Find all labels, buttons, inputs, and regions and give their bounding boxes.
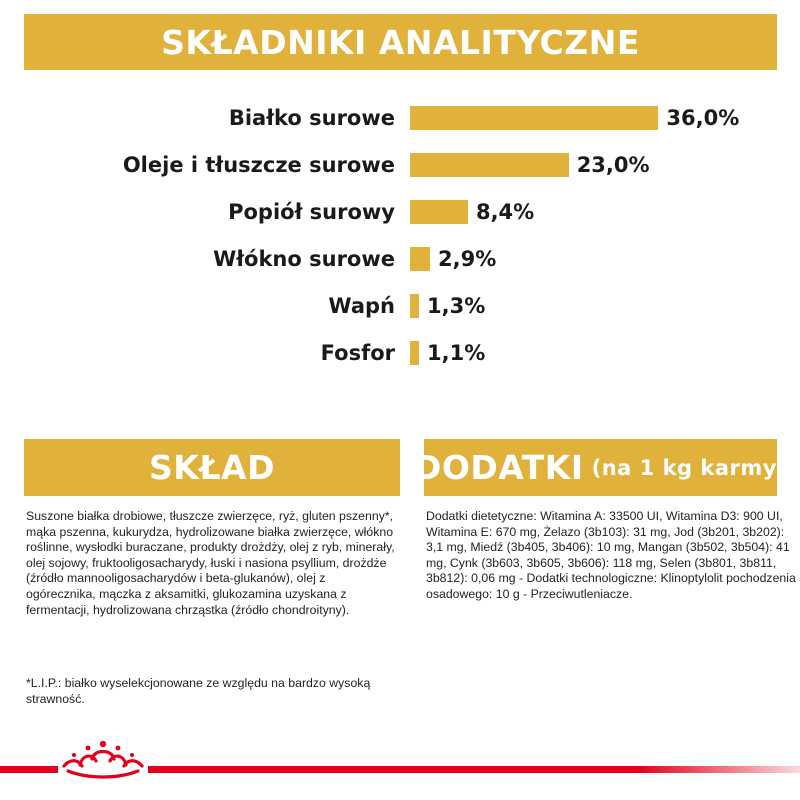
bar-label: Włókno surowe xyxy=(213,247,395,271)
bar-label: Fosfor xyxy=(320,341,395,365)
page-title: SKŁADNIKI ANALITYCZNE xyxy=(161,22,640,62)
bar-label: Oleje i tłuszcze surowe xyxy=(122,153,395,177)
footer-red-line-left xyxy=(0,766,58,773)
bar-label: Popiół surowy xyxy=(228,200,395,224)
composition-title: SKŁAD xyxy=(149,448,275,487)
bar xyxy=(410,200,468,224)
bar-label: Białko surowe xyxy=(228,106,395,130)
bar xyxy=(410,153,569,177)
analytical-constituents-banner xyxy=(24,14,777,70)
bar-value-label: 8,4% xyxy=(475,200,535,224)
bar-value-label: 1,1% xyxy=(427,341,486,365)
footer-red-line-right xyxy=(148,766,800,773)
additives-subtitle: (na 1 kg karmy) xyxy=(591,455,788,480)
bar-value-label: 36,0% xyxy=(666,106,740,130)
bar xyxy=(410,341,419,365)
bar-value-label: 1,3% xyxy=(427,294,486,318)
royal-crown-icon xyxy=(58,735,148,785)
bar-value-label: 23,0% xyxy=(576,153,650,177)
additives-banner xyxy=(413,439,788,496)
additives-title: DODATKI xyxy=(413,448,584,487)
composition-footnote: *L.I.P.: białko wyselekcjonowane ze względu na bardzo wysoką strawność. xyxy=(26,676,371,706)
bar xyxy=(410,247,430,271)
composition-banner xyxy=(24,439,400,496)
bar-value-label: 2,9% xyxy=(438,247,497,271)
analytical-constituents-chart xyxy=(0,96,800,396)
bar xyxy=(410,294,419,318)
composition-text: Suszone białka drobiowe, tłuszcze zwierzęce, ryż, gluten pszenny*, mąka pszenna, kukurydza, hydrolizowane białka zwierzęce, włókno roślinne, wysłodki buraczane, produkty drożdży, olej z ryb, minerały, olej sojowy, fruktooligosacharydy, łuski i nasiona psyllium, drożdże (źródło mannooligosacharydów i beta-glukanów), olej z ogórecznika, mączka z aksamitki, glukozamina uzyskana z fermentacji, hydrolizowana chrząstka (źródło chondroityny). xyxy=(26,509,395,617)
bar xyxy=(410,106,658,130)
bar-label: Wapń xyxy=(328,294,395,318)
additives-text: Dodatki dietetyczne: Witamina A: 33500 UI, Witamina D3: 900 UI, Witamina E: 670 mg, Żelazo (3b103): 31 mg, Jod (3b201, 3b202): 3,1 mg, Miedź (3b405, 3b406): 10 mg, Mangan (3b502, 3b504): 41 mg, Cynk (3b603, 3b605, 3b606): 118 mg, Selen (3b801, 3b811, 3b812): 0,06 mg - Dodatki technologiczne: Klinoptylolit pochodzenia osadowego: 10 g - Przeciwutleniacze. xyxy=(426,509,796,601)
